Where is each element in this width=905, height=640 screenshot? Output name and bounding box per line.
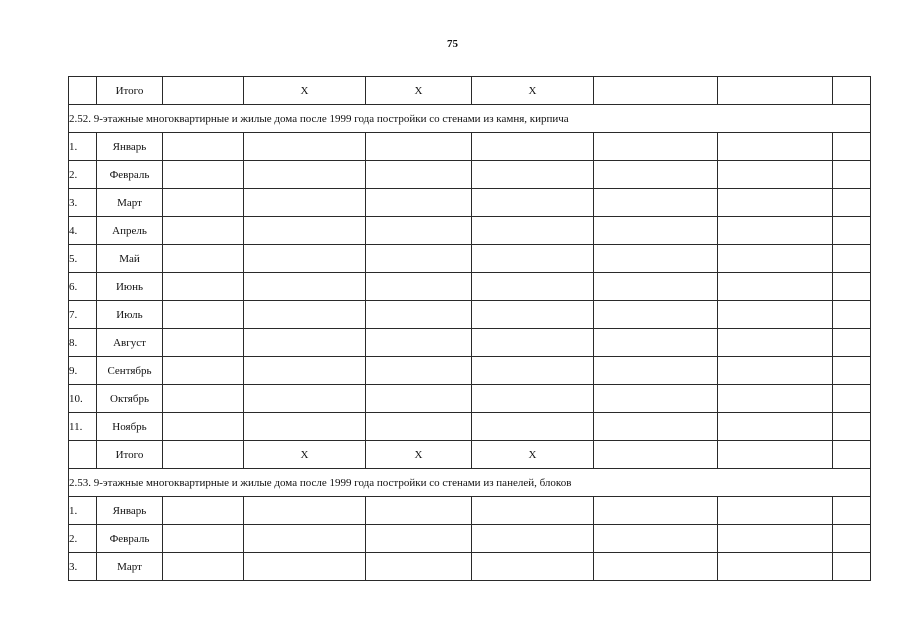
table-cell [472, 525, 594, 553]
table-row [69, 525, 871, 553]
table-cell [594, 273, 718, 301]
month-label: Март [97, 553, 163, 581]
month-label: Февраль [97, 525, 163, 553]
table-cell [163, 525, 244, 553]
table-row [69, 133, 871, 161]
table-row [69, 413, 871, 441]
table-cell [366, 245, 472, 273]
row-number: 5. [69, 245, 97, 273]
table-cell [366, 133, 472, 161]
month-label: Январь [97, 497, 163, 525]
table-cell [366, 497, 472, 525]
table-cell [244, 329, 366, 357]
table-cell [718, 189, 833, 217]
month-label: Июль [97, 301, 163, 329]
table-cell [366, 329, 472, 357]
table-cell [366, 357, 472, 385]
table-cell [472, 273, 594, 301]
table-cell [472, 329, 594, 357]
table-cell [163, 189, 244, 217]
table-cell [718, 273, 833, 301]
total-label: Итого [97, 77, 163, 105]
table-cell [718, 525, 833, 553]
table-cell [472, 133, 594, 161]
table-cell [163, 413, 244, 441]
table-cell [244, 385, 366, 413]
month-label: Февраль [97, 161, 163, 189]
table-cell [244, 413, 366, 441]
table-cell [472, 357, 594, 385]
table-cell [594, 217, 718, 245]
table-cell [163, 497, 244, 525]
table-row [69, 273, 871, 301]
row-number: 11. [69, 413, 97, 441]
table-cell [366, 273, 472, 301]
table-cell [69, 77, 97, 105]
table-cell [472, 497, 594, 525]
table-cell [163, 357, 244, 385]
table-cell [472, 553, 594, 581]
table-cell [594, 525, 718, 553]
table-cell [69, 441, 97, 469]
table-cell [163, 133, 244, 161]
table-cell [594, 77, 718, 105]
table-cell [833, 385, 871, 413]
month-label: Август [97, 329, 163, 357]
table-cell [366, 189, 472, 217]
table-cell [718, 217, 833, 245]
table-cell [594, 385, 718, 413]
section-title: 2.52. 9-этажные многоквартирные и жилые дома после 1999 года постройки со стенами из камня, кирпича [69, 105, 871, 133]
table-cell [718, 385, 833, 413]
table-cell [594, 301, 718, 329]
total-row [69, 77, 871, 105]
page-number: 75 [447, 38, 458, 50]
table-cell [594, 161, 718, 189]
mark-cell: X [244, 77, 366, 105]
table-cell [833, 357, 871, 385]
table-cell [594, 133, 718, 161]
table-cell [244, 161, 366, 189]
table-cell [244, 525, 366, 553]
table-cell [366, 553, 472, 581]
row-number: 2. [69, 525, 97, 553]
table-cell [472, 161, 594, 189]
table-cell [718, 441, 833, 469]
month-label: Март [97, 189, 163, 217]
table-cell [833, 161, 871, 189]
table-cell [833, 217, 871, 245]
month-label: Январь [97, 133, 163, 161]
table-row [69, 217, 871, 245]
table-row [69, 385, 871, 413]
table-cell [718, 133, 833, 161]
table-cell [718, 357, 833, 385]
table-cell [163, 217, 244, 245]
month-label: Октябрь [97, 385, 163, 413]
table-cell [163, 77, 244, 105]
table-cell [833, 273, 871, 301]
table-cell [594, 189, 718, 217]
mark-cell: X [472, 441, 594, 469]
table-cell [718, 413, 833, 441]
table-cell [833, 301, 871, 329]
table-cell [594, 553, 718, 581]
table-cell [163, 301, 244, 329]
table-cell [244, 553, 366, 581]
table-cell [594, 357, 718, 385]
table-cell [366, 217, 472, 245]
row-number: 1. [69, 497, 97, 525]
month-label: Сентябрь [97, 357, 163, 385]
row-number: 8. [69, 329, 97, 357]
table-cell [833, 497, 871, 525]
table-cell [718, 161, 833, 189]
table-cell [594, 441, 718, 469]
table-cell [244, 497, 366, 525]
table-cell [472, 217, 594, 245]
row-number: 3. [69, 189, 97, 217]
table-cell [163, 245, 244, 273]
table-cell [366, 301, 472, 329]
table-cell [833, 245, 871, 273]
section-title: 2.53. 9-этажные многоквартирные и жилые дома после 1999 года постройки со стенами из панелей, блоков [69, 469, 871, 497]
section-header-row [69, 105, 871, 133]
table-row [69, 553, 871, 581]
row-number: 6. [69, 273, 97, 301]
mark-cell: X [244, 441, 366, 469]
table-cell [366, 525, 472, 553]
mark-cell: X [472, 77, 594, 105]
table-cell [472, 245, 594, 273]
row-number: 3. [69, 553, 97, 581]
table-cell [244, 217, 366, 245]
table-cell [366, 385, 472, 413]
table-cell [163, 553, 244, 581]
table-cell [718, 553, 833, 581]
data-table [68, 76, 871, 581]
row-number: 2. [69, 161, 97, 189]
table-cell [833, 189, 871, 217]
table-cell [244, 301, 366, 329]
table-cell [833, 553, 871, 581]
row-number: 1. [69, 133, 97, 161]
table-cell [244, 245, 366, 273]
table-row [69, 245, 871, 273]
table-row [69, 357, 871, 385]
table-cell [244, 273, 366, 301]
row-number: 9. [69, 357, 97, 385]
table-cell [366, 413, 472, 441]
month-label: Май [97, 245, 163, 273]
table-cell [718, 301, 833, 329]
total-label: Итого [97, 441, 163, 469]
table-cell [833, 77, 871, 105]
total-row [69, 441, 871, 469]
table-cell [594, 413, 718, 441]
table-row [69, 329, 871, 357]
table-cell [472, 301, 594, 329]
table-cell [833, 413, 871, 441]
table-cell [244, 189, 366, 217]
table-cell [163, 161, 244, 189]
mark-cell: X [366, 441, 472, 469]
table-row [69, 189, 871, 217]
table-row [69, 497, 871, 525]
table-cell [833, 133, 871, 161]
table-cell [163, 273, 244, 301]
table-cell [594, 329, 718, 357]
table-cell [472, 385, 594, 413]
month-label: Ноябрь [97, 413, 163, 441]
table-cell [244, 133, 366, 161]
table-cell [163, 329, 244, 357]
table-body [69, 77, 871, 581]
table-cell [718, 77, 833, 105]
month-label: Июнь [97, 273, 163, 301]
table-cell [244, 357, 366, 385]
month-label: Апрель [97, 217, 163, 245]
table-cell [163, 441, 244, 469]
row-number: 10. [69, 385, 97, 413]
table-cell [594, 245, 718, 273]
table-cell [472, 189, 594, 217]
table-cell [718, 245, 833, 273]
table-row [69, 161, 871, 189]
mark-cell: X [366, 77, 472, 105]
table-cell [833, 329, 871, 357]
row-number: 4. [69, 217, 97, 245]
table-cell [718, 497, 833, 525]
table-row [69, 301, 871, 329]
table-cell [472, 413, 594, 441]
section-header-row [69, 469, 871, 497]
table-cell [833, 441, 871, 469]
table-cell [833, 525, 871, 553]
table-cell [366, 161, 472, 189]
table-cell [718, 329, 833, 357]
row-number: 7. [69, 301, 97, 329]
table-cell [594, 497, 718, 525]
table-cell [163, 385, 244, 413]
